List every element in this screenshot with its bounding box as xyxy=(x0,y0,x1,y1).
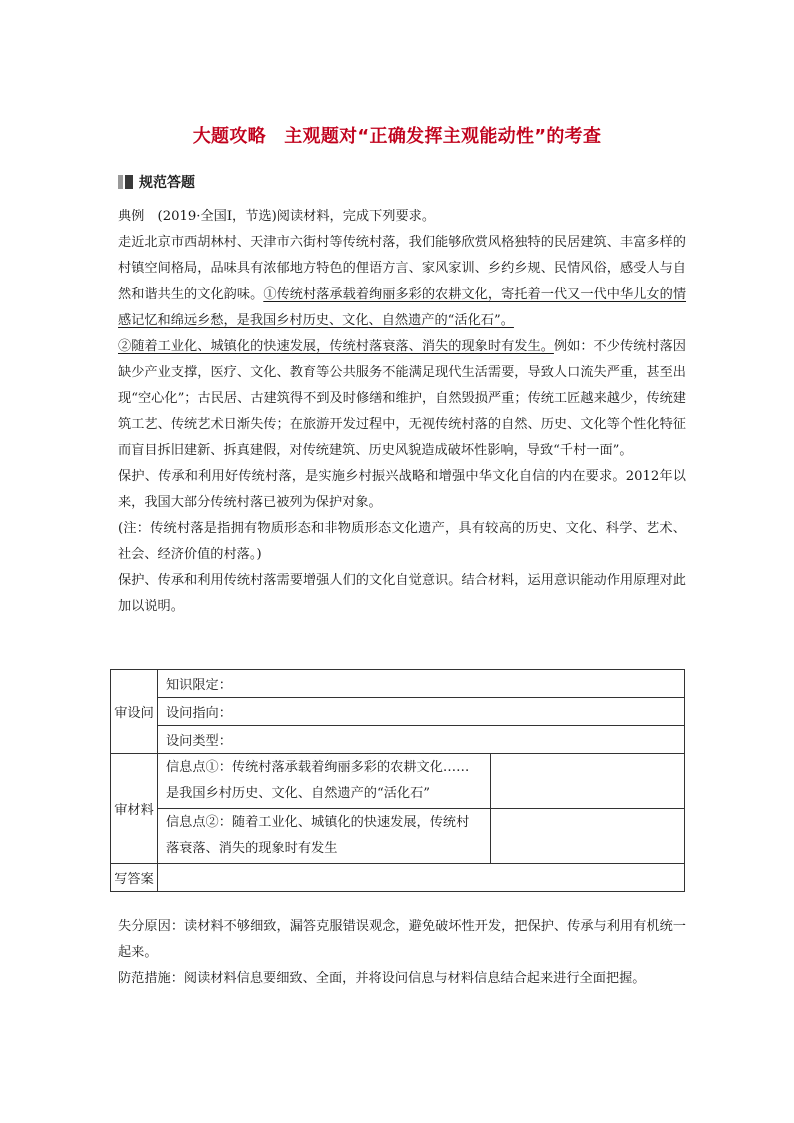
info-point-2-cell: 信息点②：随着工业化、城镇化的快速发展，传统村落衰落、消失的现象时有发生 xyxy=(158,809,491,864)
example-intro: 典例 (2019·全国Ⅰ，节选)阅读材料，完成下列要求。 xyxy=(118,209,436,224)
info-point-1-answer-cell xyxy=(491,754,685,809)
loss-reason: 失分原因：读材料不够细致，漏答克服错误观念，避免破坏性开发，把保护、传承与利用有机统一起来。 xyxy=(118,919,686,960)
material-text xyxy=(118,204,686,620)
label-shen-she-wen: 审设问 xyxy=(111,670,158,754)
question-type-field: 设问类型： xyxy=(158,726,685,754)
info-point-1-underlined: ①传统村落承载着绚丽多彩的农耕文化，寄托着一代又一代中华儿女的情感记忆和绵远乡愁，是我国乡村历史、文化、自然遗产的“活化石”。 xyxy=(118,287,687,328)
label-xie-daan: 写答案 xyxy=(111,864,158,892)
section-label: 规范答题 xyxy=(139,175,195,191)
answer-cell xyxy=(158,864,685,892)
knowledge-limit-field: 知识限定： xyxy=(158,670,685,698)
info-point-1-cell: 信息点①：传统村落承载着绚丽多彩的农耕文化……是我国乡村历史、文化、自然遗产的“活化石” xyxy=(158,754,491,809)
material-note: (注：传统村落是指拥有物质形态和非物质形态文化遗产，具有较高的历史、文化、科学、艺术、社会、经济价值的村落。) xyxy=(118,521,686,562)
prevention-measure: 防范措施：阅读材料信息要细致、全面，并将设问信息与材料信息结合起来进行全面把握。 xyxy=(118,971,646,986)
question-direction-field: 设问指向： xyxy=(158,698,685,726)
label-shen-cailiao: 审材料 xyxy=(111,754,158,864)
question-text: 保护、传承和利用传统村落需要增强人们的文化自觉意识。结合材料，运用意识能动作用原理对此加以说明。 xyxy=(118,573,686,614)
paragraph-1-plain: 走近北京市西胡林村、天津市六街村等传统村落，我们能够欣赏风格独特的民居建筑、丰富多样的村镇空间格局，品味具有浓郁地方特色的俚语方言、家风家训、乡约乡规、民情风俗，感受人与自然和谐共生的文化韵味。 xyxy=(118,235,686,302)
material-paragraph-3: 保护、传承和利用好传统村落，是实施乡村振兴战略和增强中华文化自信的内在要求。2012年以来，我国大部分传统村落已被列为保护对象。 xyxy=(118,469,686,510)
analysis-table xyxy=(110,669,685,892)
info-point-2-underlined: ②随着工业化、城镇化的快速发展，传统村落衰落、消失的现象时有发生。 xyxy=(118,339,554,354)
section-marker-bar-icon xyxy=(125,175,133,189)
after-notes xyxy=(118,914,686,992)
page-title: 大题攻略 主观题对“正确发挥主观能动性”的考查 xyxy=(192,126,602,147)
material-paragraph-2 xyxy=(118,334,686,464)
paragraph-2-plain: 例如：不少传统村落因缺少产业支撑，医疗、文化、教育等公共服务不能满足现代生活需要，导致人口流失严重，甚至出现“空心化”；古民居、古建筑得不到及时修缮和维护，自然毁损严重；传统工匠越来越少，传统建筑工艺、传统艺术日渐失传；在旅游开发过程中，无视传统村落的自然、历史、文化等个性化特征而盲目拆旧建新、拆真建假，对传统建筑、历史风貌造成破坏性影响，导致“千村一面”。 xyxy=(118,339,686,458)
section-heading xyxy=(118,171,195,193)
material-paragraph-1 xyxy=(118,230,686,334)
info-point-2-answer-cell xyxy=(491,809,685,864)
section-marker-icon xyxy=(118,175,123,189)
